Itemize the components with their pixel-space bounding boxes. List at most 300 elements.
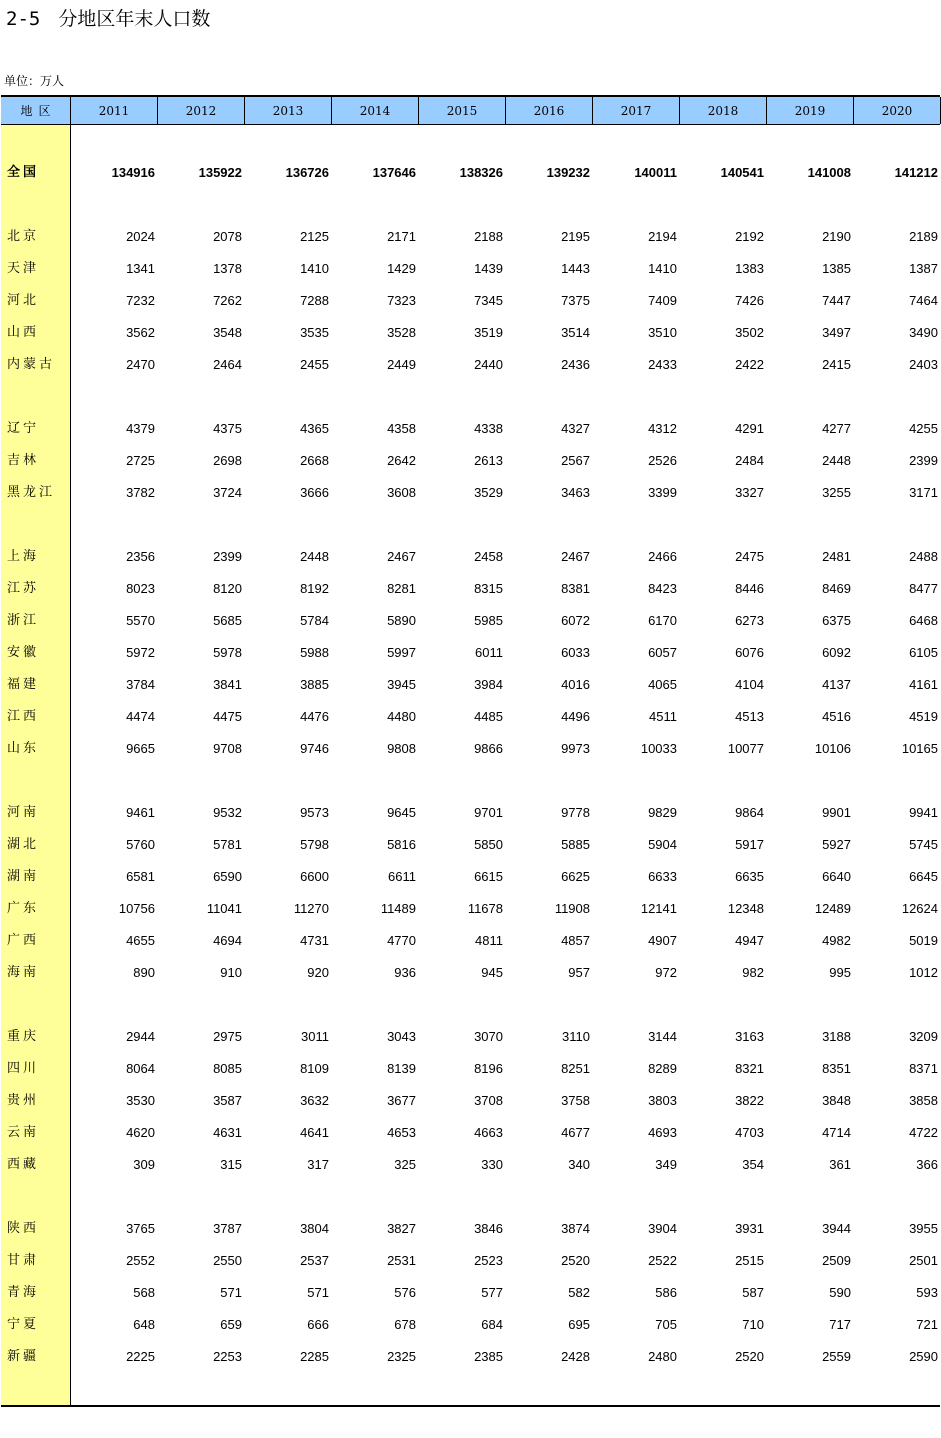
table-cell: 4375 <box>213 421 242 436</box>
table-cell: 2458 <box>474 549 503 564</box>
table-cell: 2455 <box>300 357 329 372</box>
region-name: 四川 <box>7 1061 40 1076</box>
table-cell: 4693 <box>648 1125 677 1140</box>
table-cell: 5784 <box>300 613 329 628</box>
table-cell: 2484 <box>735 453 764 468</box>
table-cell: 717 <box>829 1317 851 1332</box>
table-cell: 2428 <box>561 1349 590 1364</box>
table-cell: 6170 <box>648 613 677 628</box>
table-cell: 3510 <box>648 325 677 340</box>
table-cell: 4947 <box>735 933 764 948</box>
table-cell: 6615 <box>474 869 503 884</box>
table-row <box>1 258 940 280</box>
table-cell: 1012 <box>909 965 938 980</box>
table-cell: 568 <box>133 1285 155 1300</box>
table-cell: 10106 <box>814 741 851 756</box>
table-cell: 2464 <box>213 357 242 372</box>
table-cell: 1410 <box>300 261 329 276</box>
table-cell: 10033 <box>640 741 677 756</box>
table-row <box>1 674 940 696</box>
table-cell: 2188 <box>474 229 503 244</box>
table-cell: 7323 <box>387 293 416 308</box>
table-cell: 6033 <box>561 645 590 660</box>
table-cell: 8023 <box>126 581 155 596</box>
table-cell: 587 <box>742 1285 764 1300</box>
table-cell: 4694 <box>213 933 242 948</box>
table-cell: 3514 <box>561 325 590 340</box>
table-cell: 6468 <box>909 613 938 628</box>
header-year: 2012 <box>158 97 245 124</box>
table-row <box>1 1122 940 1144</box>
table-cell: 3848 <box>822 1093 851 1108</box>
table-cell: 2642 <box>387 453 416 468</box>
table-cell: 4714 <box>822 1125 851 1140</box>
region-name: 福建 <box>7 677 40 692</box>
table-cell: 2194 <box>648 229 677 244</box>
table-row <box>1 802 940 824</box>
table-row <box>1 1346 940 1368</box>
table-cell: 4857 <box>561 933 590 948</box>
table-row <box>1 322 940 344</box>
table-cell: 138326 <box>459 165 503 180</box>
table-cell: 12489 <box>814 901 851 916</box>
table-cell: 2522 <box>648 1253 677 1268</box>
table-cell: 7426 <box>735 293 764 308</box>
table-cell: 972 <box>655 965 677 980</box>
region-name: 湖南 <box>7 869 40 884</box>
table-cell: 7288 <box>300 293 329 308</box>
table-cell: 354 <box>742 1157 764 1172</box>
table-cell: 2944 <box>126 1029 155 1044</box>
region-name: 山西 <box>7 325 40 340</box>
table-cell: 3188 <box>822 1029 851 1044</box>
table-cell: 2725 <box>126 453 155 468</box>
table-cell: 2436 <box>561 357 590 372</box>
table-cell: 2488 <box>909 549 938 564</box>
table-cell: 4277 <box>822 421 851 436</box>
table-cell: 920 <box>307 965 329 980</box>
table-row <box>1 482 940 504</box>
table-cell: 8196 <box>474 1061 503 1076</box>
table-cell: 12141 <box>640 901 677 916</box>
table-cell: 3945 <box>387 677 416 692</box>
table-cell: 5685 <box>213 613 242 628</box>
table-cell: 705 <box>655 1317 677 1332</box>
table-cell: 1385 <box>822 261 851 276</box>
table-cell: 2078 <box>213 229 242 244</box>
table-cell: 3955 <box>909 1221 938 1236</box>
table-cell: 8251 <box>561 1061 590 1076</box>
table-cell: 8315 <box>474 581 503 596</box>
table-cell: 8446 <box>735 581 764 596</box>
table-cell: 3528 <box>387 325 416 340</box>
table-cell: 4475 <box>213 709 242 724</box>
table-cell: 684 <box>481 1317 503 1332</box>
table-cell: 6076 <box>735 645 764 660</box>
table-cell: 3984 <box>474 677 503 692</box>
table-cell: 2467 <box>387 549 416 564</box>
table-cell: 140541 <box>720 165 764 180</box>
table-cell: 2189 <box>909 229 938 244</box>
table-cell: 3784 <box>126 677 155 692</box>
table-cell: 945 <box>481 965 503 980</box>
table-cell: 8477 <box>909 581 938 596</box>
table-cell: 2698 <box>213 453 242 468</box>
table-cell: 8139 <box>387 1061 416 1076</box>
table-cell: 9901 <box>822 805 851 820</box>
region-name: 广东 <box>7 901 40 916</box>
table-row <box>1 834 940 856</box>
table-row <box>1 1282 940 1304</box>
table-row <box>1 1218 940 1240</box>
table-cell: 11489 <box>380 901 416 916</box>
table-cell: 648 <box>133 1317 155 1332</box>
table-cell: 2567 <box>561 453 590 468</box>
table-cell: 4722 <box>909 1125 938 1140</box>
table-cell: 5927 <box>822 837 851 852</box>
table-cell: 7464 <box>909 293 938 308</box>
region-name: 湖北 <box>7 837 40 852</box>
table-cell: 5885 <box>561 837 590 852</box>
table-cell: 7232 <box>126 293 155 308</box>
table-cell: 1439 <box>474 261 503 276</box>
table-cell: 366 <box>916 1157 938 1172</box>
table-cell: 2449 <box>387 357 416 372</box>
table-cell: 3144 <box>648 1029 677 1044</box>
table-cell: 10165 <box>901 741 938 756</box>
table-cell: 4291 <box>735 421 764 436</box>
table-cell: 2509 <box>822 1253 851 1268</box>
header-bottom-border <box>1 124 940 125</box>
table-cell: 9701 <box>474 805 503 820</box>
table-cell: 11908 <box>554 901 590 916</box>
table-cell: 1410 <box>648 261 677 276</box>
table-cell: 3011 <box>301 1029 329 1044</box>
table-title: 分地区年末人口数 <box>58 8 211 30</box>
table-cell: 2559 <box>822 1349 851 1364</box>
table-cell: 11678 <box>467 901 503 916</box>
table-cell: 2590 <box>909 1349 938 1364</box>
table-row <box>1 354 940 376</box>
table-row <box>1 1058 940 1080</box>
table-cell: 2253 <box>213 1349 242 1364</box>
table-cell: 4104 <box>735 677 764 692</box>
table-cell: 8381 <box>561 581 590 596</box>
table-cell: 5781 <box>213 837 242 852</box>
header-year: 2017 <box>593 97 680 124</box>
table-cell: 7409 <box>648 293 677 308</box>
table-cell: 710 <box>742 1317 764 1332</box>
table-cell: 8120 <box>213 581 242 596</box>
region-name: 西藏 <box>7 1157 40 1172</box>
table-cell: 2356 <box>126 549 155 564</box>
table-cell: 6633 <box>648 869 677 884</box>
table-cell: 8351 <box>822 1061 851 1076</box>
table-cell: 2415 <box>822 357 851 372</box>
table-cell: 141008 <box>807 165 851 180</box>
table-cell: 5988 <box>300 645 329 660</box>
table-cell: 3327 <box>735 485 764 500</box>
table-cell: 4161 <box>909 677 938 692</box>
table-cell: 3587 <box>213 1093 242 1108</box>
table-cell: 3841 <box>213 677 242 692</box>
table-cell: 4476 <box>300 709 329 724</box>
table-cell: 9973 <box>561 741 590 756</box>
table-row <box>1 1090 940 1112</box>
region-name: 天津 <box>7 261 40 276</box>
table-cell: 3519 <box>474 325 503 340</box>
region-name: 山东 <box>7 741 40 756</box>
table-cell: 3529 <box>474 485 503 500</box>
table-cell: 361 <box>829 1157 851 1172</box>
table-row <box>1 1026 940 1048</box>
region-name: 江苏 <box>7 581 40 596</box>
header-year: 2016 <box>506 97 593 124</box>
table-cell: 315 <box>220 1157 242 1172</box>
table-cell: 5798 <box>300 837 329 852</box>
table-cell: 576 <box>394 1285 416 1300</box>
header-year: 2011 <box>71 97 158 124</box>
region-name: 海南 <box>7 965 40 980</box>
table-row <box>1 546 940 568</box>
table-cell: 4365 <box>300 421 329 436</box>
table-cell: 4770 <box>387 933 416 948</box>
table-cell: 3463 <box>561 485 590 500</box>
table-cell: 2531 <box>387 1253 416 1268</box>
table-cell: 340 <box>568 1157 590 1172</box>
table-cell: 6092 <box>822 645 851 660</box>
table-cell: 8192 <box>300 581 329 596</box>
region-name: 河南 <box>7 805 40 820</box>
table-cell: 9746 <box>300 741 329 756</box>
table-cell: 4655 <box>126 933 155 948</box>
table-cell: 5978 <box>213 645 242 660</box>
table-cell: 135922 <box>198 165 242 180</box>
table-cell: 2440 <box>474 357 503 372</box>
region-name: 浙江 <box>7 613 40 628</box>
table-cell: 4338 <box>474 421 503 436</box>
table-cell: 2481 <box>822 549 851 564</box>
table-cell: 695 <box>568 1317 590 1332</box>
table-cell: 309 <box>133 1157 155 1172</box>
table-cell: 2171 <box>387 229 416 244</box>
table-cell: 5972 <box>126 645 155 660</box>
table-cell: 2520 <box>735 1349 764 1364</box>
table-cell: 6645 <box>909 869 938 884</box>
table-cell: 995 <box>829 965 851 980</box>
table-row <box>1 1250 940 1272</box>
table-cell: 8281 <box>387 581 416 596</box>
table-cell: 3724 <box>213 485 242 500</box>
table-cell: 3846 <box>474 1221 503 1236</box>
table-cell: 3827 <box>387 1221 416 1236</box>
region-name: 安徽 <box>7 645 40 660</box>
table-cell: 9778 <box>561 805 590 820</box>
table-cell: 3931 <box>735 1221 764 1236</box>
table-cell: 4703 <box>735 1125 764 1140</box>
table-row <box>1 610 940 632</box>
table-cell: 2501 <box>909 1253 938 1268</box>
table-cell: 5019 <box>909 933 938 948</box>
table-cell: 6375 <box>822 613 851 628</box>
table-cell: 2399 <box>909 453 938 468</box>
table-cell: 4480 <box>387 709 416 724</box>
table-cell: 325 <box>394 1157 416 1172</box>
region-name: 广西 <box>7 933 40 948</box>
table-cell: 5816 <box>387 837 416 852</box>
table-cell: 2125 <box>300 229 329 244</box>
table-cell: 9573 <box>300 805 329 820</box>
table-cell: 8085 <box>213 1061 242 1076</box>
table-cell: 3608 <box>387 485 416 500</box>
table-cell: 5997 <box>387 645 416 660</box>
table-cell: 6640 <box>822 869 851 884</box>
table-cell: 4513 <box>735 709 764 724</box>
table-cell: 957 <box>568 965 590 980</box>
table-cell: 3782 <box>126 485 155 500</box>
table-cell: 6611 <box>388 869 416 884</box>
table-cell: 7375 <box>561 293 590 308</box>
region-name: 甘肃 <box>7 1253 40 1268</box>
header-year: 2019 <box>767 97 854 124</box>
table-cell: 3803 <box>648 1093 677 1108</box>
table-cell: 5985 <box>474 613 503 628</box>
table-cell: 2550 <box>213 1253 242 1268</box>
region-name: 江西 <box>7 709 40 724</box>
table-cell: 3171 <box>909 485 938 500</box>
table-cell: 1443 <box>561 261 590 276</box>
table-cell: 6072 <box>561 613 590 628</box>
table-row <box>1 738 940 760</box>
table-cell: 9866 <box>474 741 503 756</box>
table-cell: 2195 <box>561 229 590 244</box>
table-cell: 2190 <box>822 229 851 244</box>
table-bottom-border <box>1 1405 940 1407</box>
table-row <box>1 1314 940 1336</box>
table-cell: 6625 <box>561 869 590 884</box>
table-cell: 8109 <box>300 1061 329 1076</box>
table-cell: 5904 <box>648 837 677 852</box>
table-cell: 9829 <box>648 805 677 820</box>
region-name: 宁夏 <box>7 1317 40 1332</box>
table-cell: 8289 <box>648 1061 677 1076</box>
table-cell: 3562 <box>126 325 155 340</box>
table-row <box>1 162 940 184</box>
table-cell: 4677 <box>561 1125 590 1140</box>
table-cell: 3535 <box>300 325 329 340</box>
table-cell: 4519 <box>909 709 938 724</box>
table-cell: 3548 <box>213 325 242 340</box>
table-cell: 666 <box>307 1317 329 1332</box>
table-cell: 2475 <box>735 549 764 564</box>
table-cell: 9645 <box>387 805 416 820</box>
region-name: 北京 <box>7 229 40 244</box>
table-cell: 2024 <box>126 229 155 244</box>
table-cell: 3677 <box>387 1093 416 1108</box>
table-cell: 6590 <box>213 869 242 884</box>
table-cell: 2523 <box>474 1253 503 1268</box>
table-cell: 134916 <box>111 165 155 180</box>
table-cell: 10756 <box>118 901 155 916</box>
table-cell: 590 <box>829 1285 851 1300</box>
table-cell: 2466 <box>648 549 677 564</box>
header-year: 2018 <box>680 97 767 124</box>
table-cell: 136726 <box>285 165 329 180</box>
table-cell: 317 <box>307 1157 329 1172</box>
table-cell: 6105 <box>909 645 938 660</box>
table-row <box>1 930 940 952</box>
table-cell: 6635 <box>735 869 764 884</box>
table-row <box>1 898 940 920</box>
table-cell: 4907 <box>648 933 677 948</box>
table-cell: 2448 <box>300 549 329 564</box>
table-cell: 12348 <box>727 901 764 916</box>
table-cell: 2515 <box>735 1253 764 1268</box>
region-name: 贵州 <box>7 1093 40 1108</box>
table-cell: 3209 <box>909 1029 938 1044</box>
table-cell: 3163 <box>735 1029 764 1044</box>
table-cell: 3765 <box>126 1221 155 1236</box>
table-cell: 5917 <box>735 837 764 852</box>
table-cell: 3708 <box>474 1093 503 1108</box>
header-year: 2013 <box>245 97 332 124</box>
table-cell: 2399 <box>213 549 242 564</box>
table-cell: 2552 <box>126 1253 155 1268</box>
table-cell: 4016 <box>561 677 590 692</box>
table-cell: 1378 <box>213 261 242 276</box>
table-cell: 2668 <box>300 453 329 468</box>
table-cell: 2467 <box>561 549 590 564</box>
table-cell: 3666 <box>300 485 329 500</box>
table-cell: 1429 <box>387 261 416 276</box>
table-cell: 2225 <box>126 1349 155 1364</box>
table-cell: 9461 <box>126 805 155 820</box>
table-cell: 586 <box>655 1285 677 1300</box>
header-year: 2014 <box>332 97 419 124</box>
table-number: 2-5 <box>6 8 41 30</box>
region-name: 新疆 <box>7 1349 40 1364</box>
table-cell: 4620 <box>126 1125 155 1140</box>
table-cell: 577 <box>481 1285 503 1300</box>
table-cell: 2285 <box>300 1349 329 1364</box>
table-cell: 140011 <box>634 165 677 180</box>
table-cell: 4255 <box>909 421 938 436</box>
table-cell: 2385 <box>474 1349 503 1364</box>
table-cell: 3885 <box>300 677 329 692</box>
table-cell: 2613 <box>474 453 503 468</box>
table-cell: 4358 <box>387 421 416 436</box>
table-cell: 7345 <box>474 293 503 308</box>
table-cell: 3632 <box>300 1093 329 1108</box>
table-cell: 3804 <box>300 1221 329 1236</box>
table-cell: 571 <box>307 1285 329 1300</box>
header-region: 地区 <box>1 97 71 124</box>
table-cell: 936 <box>394 965 416 980</box>
table-cell: 3490 <box>909 325 938 340</box>
table-cell: 4137 <box>822 677 851 692</box>
table-row <box>1 290 940 312</box>
table-cell: 6011 <box>475 645 503 660</box>
table-cell: 4811 <box>475 933 503 948</box>
table-cell: 593 <box>916 1285 938 1300</box>
unit-label: 单位：万人 <box>4 74 65 88</box>
table-cell: 4065 <box>648 677 677 692</box>
table-cell: 3530 <box>126 1093 155 1108</box>
table-cell: 582 <box>568 1285 590 1300</box>
table-cell: 4474 <box>126 709 155 724</box>
table-cell: 11270 <box>293 901 329 916</box>
table-cell: 9665 <box>126 741 155 756</box>
